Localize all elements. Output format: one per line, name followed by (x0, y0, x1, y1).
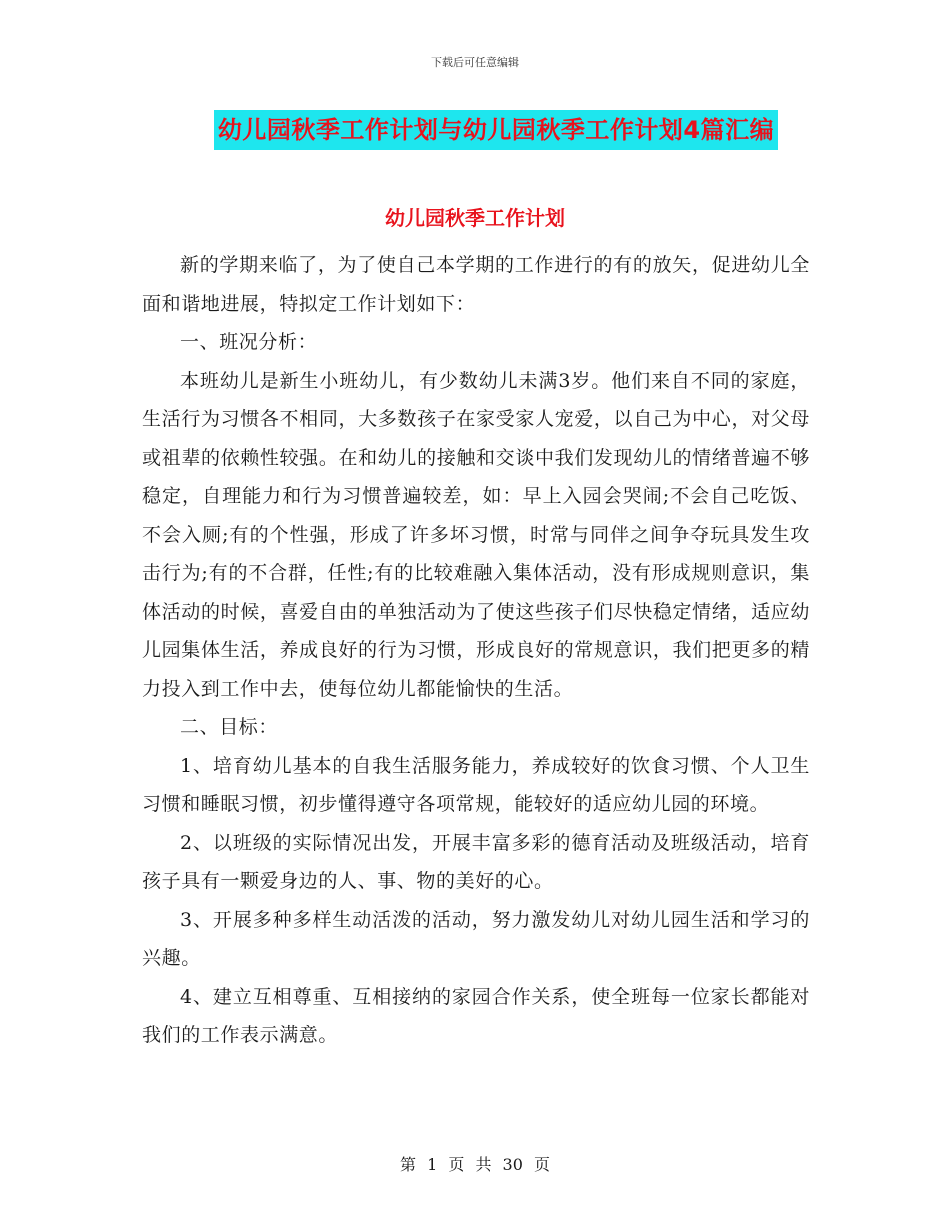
heading-goals: 二、目标： (180, 716, 279, 738)
header-note: 下载后可任意编辑 (431, 56, 519, 69)
paragraph-class-analysis: 本班幼儿是新生小班幼儿，有少数幼儿未满3岁。他们来自不同的家庭，生活行为习惯各不相同，大多数孩子在家受家人宠爱，以自己为中心，对父母或祖辈的依赖性较强。在和幼儿的接触和交谈中我们发现幼儿的情绪普遍不够稳定，自理能力和行为习惯普遍较差，如：早上入园会哭闹;不会自己吃饭、不会入厕;有的个性强，形成了许多坏习惯，时常与同伴之间争夺玩具发生攻击行为;有的不合群，任性;有的比较难融入集体活动，没有形成规则意识，集体活动的时候，喜爱自由的单独活动为了使这些孩子们尽快稳定情绪，适应幼儿园集体生活，养成良好的行为习惯，形成良好的常规意识，我们把更多的精力投入到工作中去，使每位幼儿都能愉快的生活。 (142, 369, 810, 700)
document-main-title: 幼儿园秋季工作计划与幼儿园秋季工作计划4篇汇编 (214, 110, 778, 150)
paragraph-goal-3: 3、开展多种多样生动活泼的活动，努力激发幼儿对幼儿园生活和学习的兴趣。 (142, 908, 810, 969)
document-body (142, 246, 810, 1055)
paragraph-goal-1: 1、培育幼儿基本的自我生活服务能力，养成较好的饮食习惯、个人卫生习惯和睡眠习惯，初步懂得遵守各项常规，能较好的适应幼儿园的环境。 (142, 754, 810, 815)
page-number-footer: 第 1 页 共 30 页 (400, 1155, 550, 1174)
heading-class-analysis: 一、班况分析： (180, 331, 318, 353)
paragraph-goal-4: 4、建立互相尊重、互相接纳的家园合作关系，使全班每一位家长都能对我们的工作表示满意。 (142, 985, 810, 1046)
main-title-container (0, 110, 950, 150)
section-title: 幼儿园秋季工作计划 (385, 206, 565, 230)
paragraph-goal-2: 2、以班级的实际情况出发，开展丰富多彩的德育活动及班级活动，培育孩子具有一颗爱身边的人、事、物的美好的心。 (142, 831, 810, 892)
paragraph-intro: 新的学期来临了，为了使自己本学期的工作进行的有的放矢，促进幼儿全面和谐地进展，特拟定工作计划如下： (142, 254, 810, 315)
